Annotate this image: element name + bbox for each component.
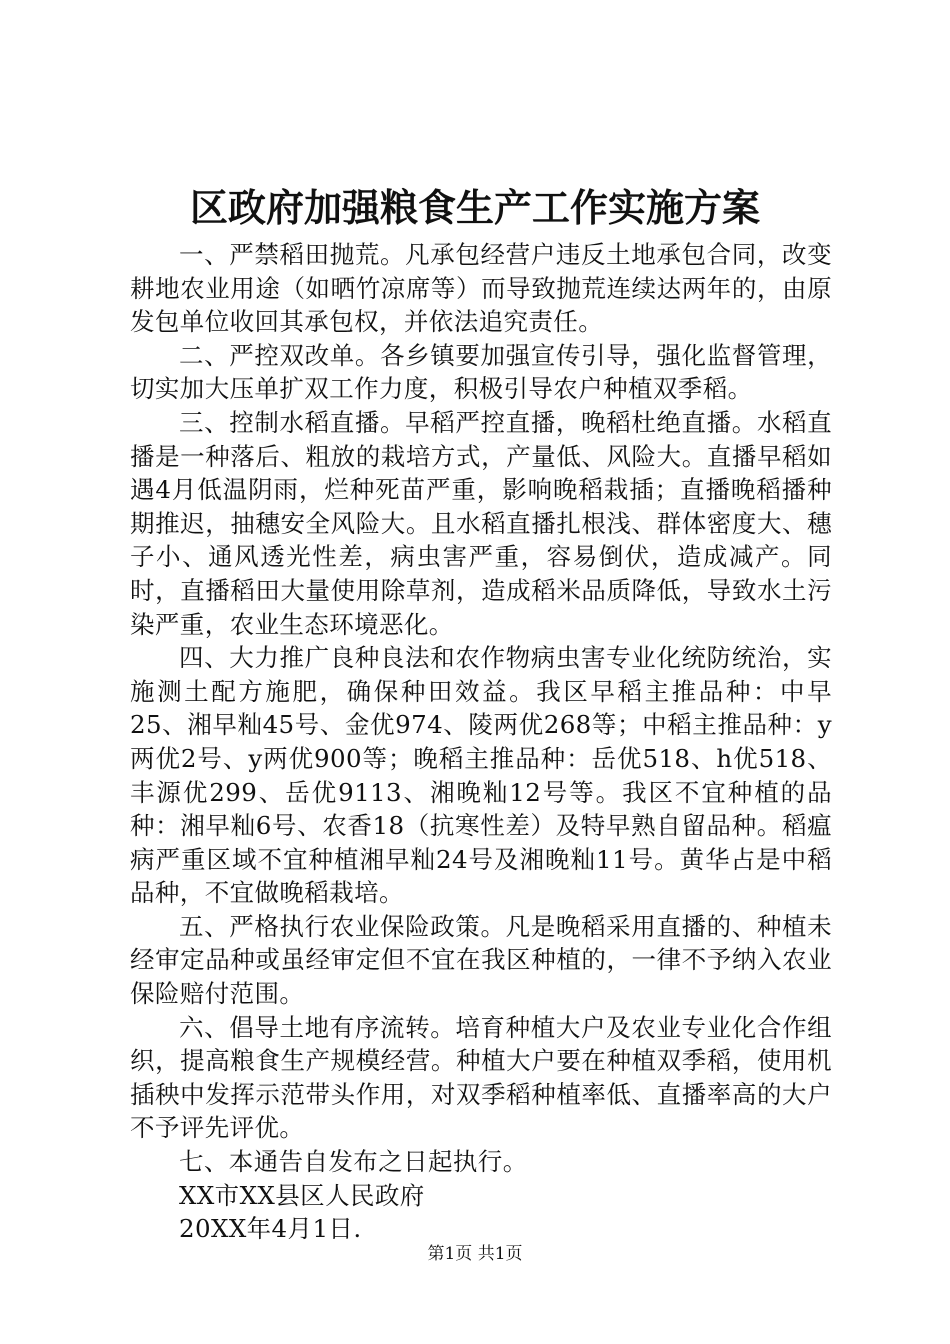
document-body — [130, 238, 832, 1246]
paragraph-6: 六、倡导土地有序流转。培育种植大户及农业专业化合作组织，提高粮食生产规模经营。种植大户要在种植双季稻，使用机插秧中发挥示范带头作用，对双季稻种植率低、直播率高的大户不予评先评优。 — [130, 1012, 832, 1143]
paragraph-7: 七、本通告自发布之日起执行。 — [179, 1147, 528, 1177]
signature-issuer: XX市XX县区人民政府 — [179, 1180, 425, 1210]
signature-date: 20XX年4月1日. — [179, 1214, 362, 1244]
paragraph-4: 四、大力推广良种良法和农作物病虫害专业化统防统治，实施测土配方施肥，确保种田效益。我区早稻主推品种：中早25、湘早籼45号、金优974、陵两优268等；中稻主推品种：y两优2号、y两优900等；晚稻主推品种：岳优518、h优518、丰源优299、岳优9113、湘晚籼12号等。我区不宜种植的品种：湘早籼6号、农香18（抗寒性差）及特早熟自留品种。稻瘟病严重区域不宜种植湘早籼24号及湘晚籼11号。黄华占是中稻品种，不宜做晚稻栽培。 — [130, 643, 832, 908]
paragraph-2: 二、严控双改单。各乡镇要加强宣传引导，强化监督管理，切实加大压单扩双工作力度，积极引导农户种植双季稻。 — [130, 340, 832, 404]
paragraph-3: 三、控制水稻直播。早稻严控直播，晚稻杜绝直播。水稻直播是一种落后、粗放的栽培方式，产量低、风险大。直播早稻如遇4月低温阴雨，烂种死苗严重，影响晚稻栽插；直播晚稻播种期推迟，抽穗安全风险大。且水稻直播扎根浅、群体密度大、穗子小、通风透光性差，病虫害严重，容易倒伏，造成减产。同时，直播稻田大量使用除草剂，造成稻米品质降低，导致水土污染严重，农业生态环境恶化。 — [130, 407, 832, 639]
paragraph-5: 五、严格执行农业保险政策。凡是晚稻采用直播的、种植未经审定品种或虽经审定但不宜在我区种植的，一律不予纳入农业保险赔付范围。 — [130, 911, 832, 1009]
document-title: 区政府加强粮食生产工作实施方案 — [189, 185, 760, 230]
paragraph-1: 一、严禁稻田抛荒。凡承包经营户违反土地承包合同，改变耕地农业用途（如晒竹凉席等）而导致抛荒连续达两年的，由原发包单位收回其承包权，并依法追究责任。 — [130, 240, 832, 337]
page-number-footer: 第1页 共1页 — [427, 1244, 523, 1264]
